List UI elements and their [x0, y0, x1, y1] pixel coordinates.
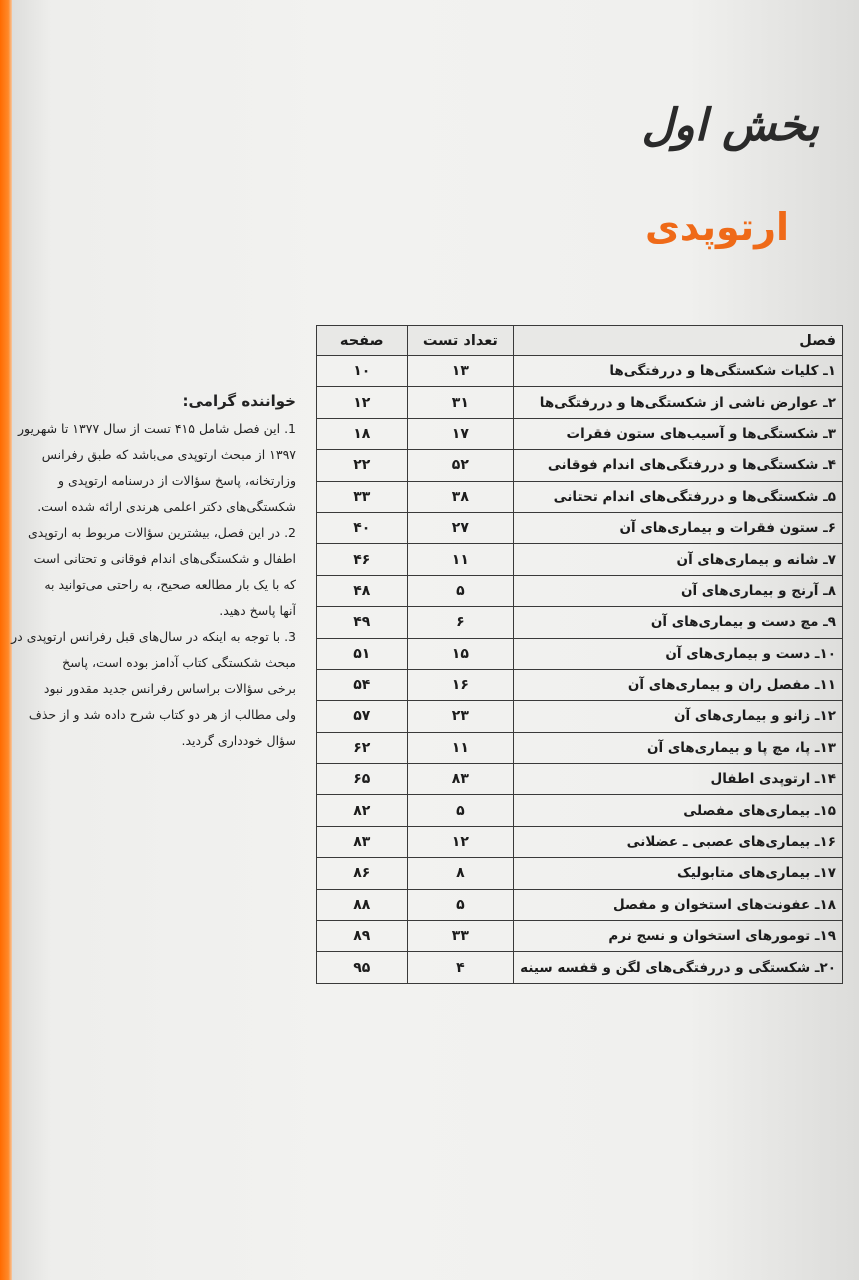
test-count-cell: ۱۶: [407, 669, 514, 700]
reader-note-line: شکستگی‌های دکتر اعلمی هرندی ارائه شده است.: [37, 499, 296, 514]
table-row: [317, 418, 843, 449]
reader-note-line: اطفال و شکستگی‌های اندام فوقانی و تحتانی است: [33, 551, 296, 566]
test-count-cell: ۵: [407, 575, 514, 606]
table-row: [317, 732, 843, 763]
reader-note-line: 1. این فصل شامل ۴۱۵ تست از سال ۱۳۷۷ تا شهریور: [17, 421, 296, 436]
table-row: [317, 544, 843, 575]
test-count-cell: ۸: [407, 858, 514, 889]
table-row: [317, 481, 843, 512]
table-row: [317, 512, 843, 543]
test-count-cell: ۱۱: [407, 544, 514, 575]
page-cell: ۵۱: [317, 638, 408, 669]
table-header-row: [317, 326, 843, 356]
test-count-cell: ۳۱: [407, 387, 514, 418]
table-row: [317, 387, 843, 418]
table-row: [317, 889, 843, 920]
page-cell: ۴۸: [317, 575, 408, 606]
chapter-cell: ۱۵ـ بیماری‌های مفصلی: [514, 795, 843, 826]
page-cell: ۲۲: [317, 450, 408, 481]
table-row: [317, 607, 843, 638]
test-count-cell: ۳۸: [407, 481, 514, 512]
chapter-cell: ۸ـ آرنج و بیماری‌های آن: [514, 575, 843, 606]
chapter-cell: ۱۰ـ دست و بیماری‌های آن: [514, 638, 843, 669]
chapter-cell: ۱۴ـ ارتوپدی اطفال: [514, 764, 843, 795]
table-row: [317, 701, 843, 732]
chapter-cell: ۱ـ کلیات شکستگی‌ها و دررفتگی‌ها: [514, 356, 843, 387]
reader-note-line: وزارتخانه، پاسخ سؤالات از درسنامه ارتوپدی و: [58, 473, 296, 488]
table-row: [317, 921, 843, 952]
table-row: [317, 764, 843, 795]
reader-note-line: آنها پاسخ دهید.: [219, 603, 296, 618]
page-cell: ۴۶: [317, 544, 408, 575]
test-count-cell: ۵: [407, 795, 514, 826]
test-count-cell: ۱۲: [407, 826, 514, 857]
page-cell: ۱۰: [317, 356, 408, 387]
test-count-cell: ۱۵: [407, 638, 514, 669]
chapter-cell: ۱۶ـ بیماری‌های عصبی ـ عضلانی: [514, 826, 843, 857]
test-count-cell: ۶: [407, 607, 514, 638]
reader-note-heading: خواننده گرامی:: [182, 392, 296, 410]
chapter-cell: ۱۹ـ تومورهای استخوان و نسج نرم: [514, 921, 843, 952]
chapter-cell: ۹ـ مچ دست و بیماری‌های آن: [514, 607, 843, 638]
chapter-cell: ۳ـ شکستگی‌ها و آسیب‌های ستون فقرات: [514, 418, 843, 449]
test-count-cell: ۱۱: [407, 732, 514, 763]
page-cell: ۸۹: [317, 921, 408, 952]
page-cell: ۵۷: [317, 701, 408, 732]
chapter-cell: ۱۲ـ زانو و بیماری‌های آن: [514, 701, 843, 732]
header-test-count: تعداد تست: [407, 326, 514, 356]
reader-note: [0, 388, 296, 754]
table-row: [317, 858, 843, 889]
page-cell: ۹۵: [317, 952, 408, 983]
chapter-cell: ۵ـ شکستگی‌ها و دررفتگی‌های اندام تحتانی: [514, 481, 843, 512]
page-cell: ۱۲: [317, 387, 408, 418]
chapter-cell: ۱۸ـ عفونت‌های استخوان و مفصل: [514, 889, 843, 920]
page-cell: ۸۲: [317, 795, 408, 826]
table-row: [317, 669, 843, 700]
test-count-cell: ۲۷: [407, 512, 514, 543]
reader-note-line: ۱۳۹۷ از مبحث ارتوپدی می‌باشد که طبق رفرانس: [41, 447, 296, 462]
page-cell: ۶۲: [317, 732, 408, 763]
table-row: [317, 826, 843, 857]
table-row: [317, 575, 843, 606]
subject-title: ارتوپدی: [644, 205, 789, 249]
table-row: [317, 952, 843, 983]
page-cell: ۵۴: [317, 669, 408, 700]
page-cell: ۴۹: [317, 607, 408, 638]
test-count-cell: ۵: [407, 889, 514, 920]
chapter-table: [316, 325, 843, 984]
table-row: [317, 795, 843, 826]
reader-note-line: مبحث شکستگی کتاب آدامز بوده است، پاسخ: [62, 655, 296, 670]
test-count-cell: ۲۳: [407, 701, 514, 732]
reader-note-line: ولی مطالب از هر دو کتاب شرح داده شد و از حذف: [28, 707, 296, 722]
chapter-cell: ۱۱ـ مفصل ران و بیماری‌های آن: [514, 669, 843, 700]
page-cell: ۳۳: [317, 481, 408, 512]
test-count-cell: ۱۷: [407, 418, 514, 449]
test-count-cell: ۸۳: [407, 764, 514, 795]
page-cell: ۸۳: [317, 826, 408, 857]
reader-note-line: که با یک بار مطالعه صحیح، به راحتی می‌توانید به: [44, 577, 296, 592]
chapter-cell: ۴ـ شکستگی‌ها و دررفتگی‌های اندام فوقانی: [514, 450, 843, 481]
test-count-cell: ۴: [407, 952, 514, 983]
page-cell: ۴۰: [317, 512, 408, 543]
chapter-cell: ۶ـ ستون فقرات و بیماری‌های آن: [514, 512, 843, 543]
reader-note-line: 2. در این فصل، بیشترین سؤالات مربوط به ارتوپدی: [27, 525, 296, 540]
test-count-cell: ۱۳: [407, 356, 514, 387]
chapter-cell: ۱۷ـ بیماری‌های متابولیک: [514, 858, 843, 889]
reader-note-line: برخی سؤالات براساس رفرانس جدید مقدور نبود: [43, 681, 296, 696]
page-cell: ۶۵: [317, 764, 408, 795]
chapter-cell: ۲۰ـ شکستگی و دررفتگی‌های لگن و قفسه سینه: [514, 952, 843, 983]
chapter-cell: ۱۳ـ پا، مچ پا و بیماری‌های آن: [514, 732, 843, 763]
page-cell: ۱۸: [317, 418, 408, 449]
header-chapter: فصل: [514, 326, 843, 356]
reader-note-line: 3. با توجه به اینکه در سال‌های قبل رفرانس ارتوپدی در: [11, 629, 296, 644]
table-row: [317, 356, 843, 387]
reader-note-line: سؤال خودداری گردید.: [181, 733, 296, 748]
page-cell: ۸۶: [317, 858, 408, 889]
part-title: بخش اول: [641, 100, 819, 151]
header-page: صفحه: [317, 326, 408, 356]
table-row: [317, 450, 843, 481]
chapter-cell: ۷ـ شانه و بیماری‌های آن: [514, 544, 843, 575]
page-cell: ۸۸: [317, 889, 408, 920]
test-count-cell: ۵۲: [407, 450, 514, 481]
chapter-cell: ۲ـ عوارض ناشی از شکستگی‌ها و دررفتگی‌ها: [514, 387, 843, 418]
table-row: [317, 638, 843, 669]
test-count-cell: ۳۳: [407, 921, 514, 952]
